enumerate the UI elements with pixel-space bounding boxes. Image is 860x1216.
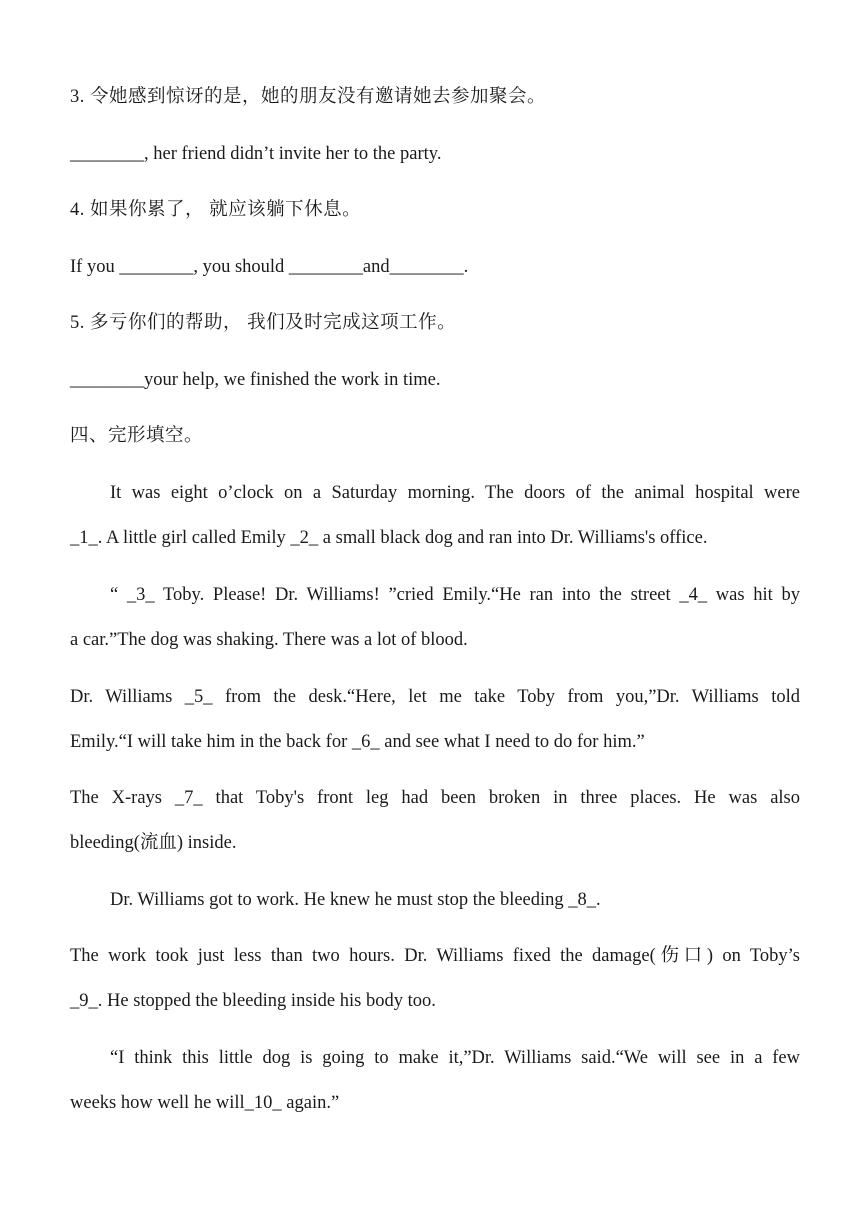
translation-item-5-chinese: 5. 多亏你们的帮助， 我们及时完成这项工作。 — [70, 313, 457, 333]
passage-p3-line1: Dr. Williams _5_ from the desk.“Here, let me take Toby from you,”Dr. Williams told — [70, 687, 800, 707]
passage-p1-line1: It was eight o’clock on a Saturday morning. The doors of the animal hospital were — [110, 483, 800, 503]
passage-p4-line1: The X-rays _7_ that Toby's front leg had been broken in three places. He was also — [70, 788, 800, 808]
translation-item-3-chinese: 3. 令她感到惊讶的是，她的朋友没有邀请她去参加聚会。 — [70, 87, 547, 107]
passage-p7-line2: weeks how well he will_10_ again.” — [70, 1093, 340, 1113]
translation-item-4-english: If you ________, you should ________and________. — [70, 257, 469, 277]
translation-item-4-chinese: 4. 如果你累了， 就应该躺下休息。 — [70, 200, 362, 220]
passage-p6-line1: The work took just less than two hours. Dr. Williams fixed the damage(伤口) on Toby’s — [70, 946, 800, 966]
passage-p4-line2: bleeding(流血) inside. — [70, 833, 237, 853]
passage-p6-line2: _9_. He stopped the bleeding inside his body too. — [70, 991, 436, 1011]
passage-p7-line1: “I think this little dog is going to make it,”Dr. Williams said.“We will see in a few — [110, 1048, 800, 1068]
passage-p3-line2: Emily.“I will take him in the back for _6_ and see what I need to do for him.” — [70, 732, 645, 752]
passage-p2-line2: a car.”The dog was shaking. There was a lot of blood. — [70, 630, 468, 650]
translation-item-5-english: ________your help, we finished the work in time. — [70, 370, 441, 390]
passage-p1-line2: _1_. A little girl called Emily _2_ a small black dog and ran into Dr. Williams's office. — [70, 528, 708, 548]
passage-p5-line1: Dr. Williams got to work. He knew he must stop the bleeding _8_. — [110, 890, 601, 910]
translation-item-3-english: ________, her friend didn’t invite her to the party. — [70, 144, 442, 164]
section-title: 四、完形填空。 — [70, 426, 204, 446]
passage-p2-line1: “ _3_ Toby. Please! Dr. Williams! ”cried Emily.“He ran into the street _4_ was hit by — [110, 585, 800, 605]
